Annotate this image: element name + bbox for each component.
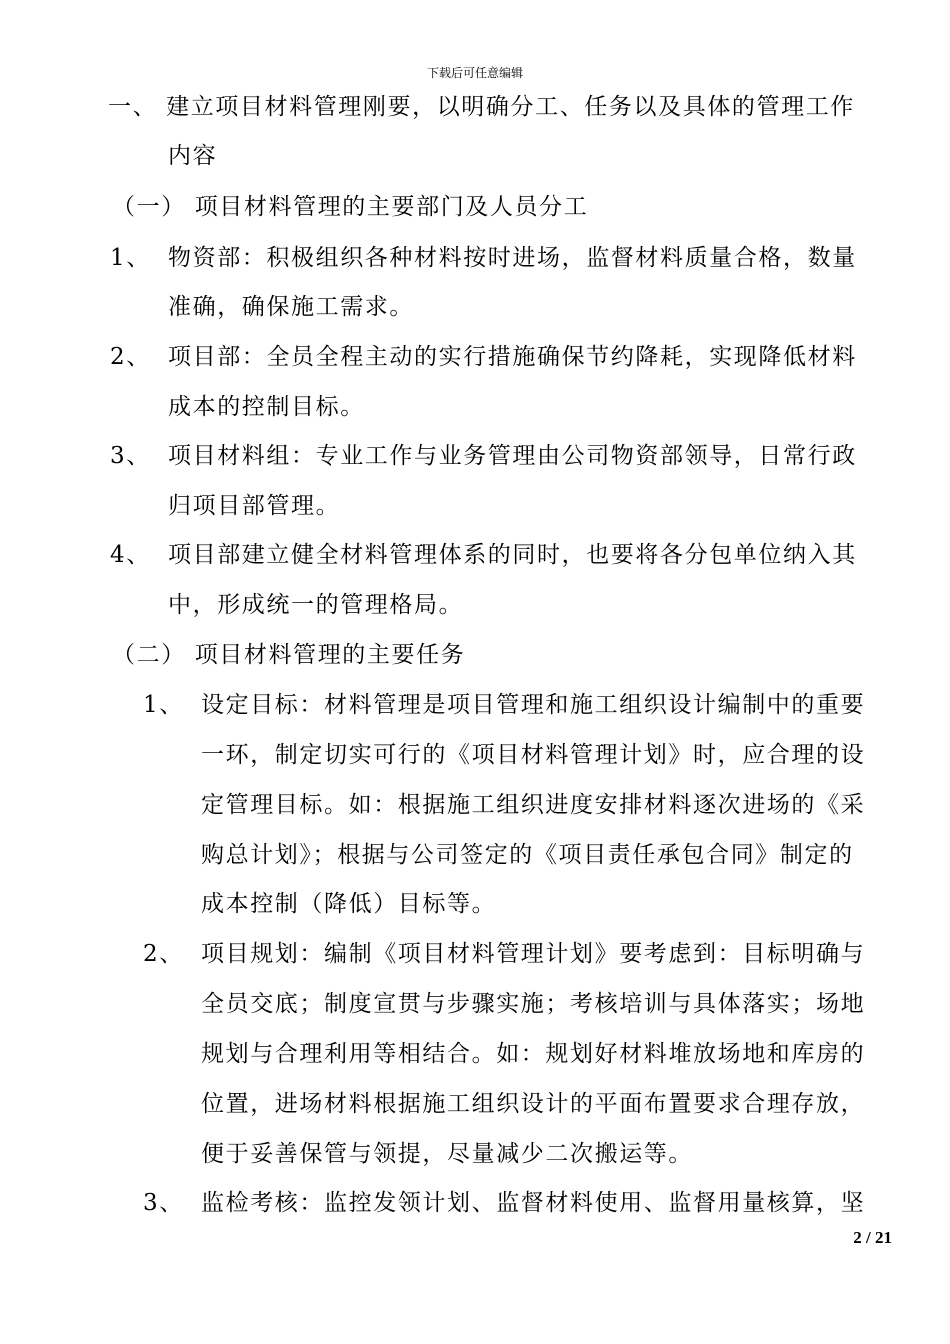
item-number: 3、 bbox=[143, 1190, 184, 1216]
paragraph-line: 便于妥善保管与领提，尽量减少二次搬运等。 bbox=[201, 1141, 693, 1167]
paragraph-line: 一环，制定切实可行的《项目材料管理计划》时，应合理的设 bbox=[201, 742, 866, 768]
item-number: 2、 bbox=[110, 344, 151, 370]
paragraph-line: 设定目标：材料管理是项目管理和施工组织设计编制中的重要 bbox=[201, 692, 866, 718]
item-number: 4、 bbox=[110, 542, 151, 568]
paragraph-line: 成本控制（降低）目标等。 bbox=[201, 891, 497, 917]
paragraph-line: 成本的控制目标。 bbox=[168, 394, 365, 420]
paragraph-line: 定管理目标。如：根据施工组织进度安排材料逐次进场的《采 bbox=[201, 792, 866, 818]
subheading-1: （一） 项目材料管理的主要部门及人员分工 bbox=[112, 194, 589, 220]
page-number: 2 / 21 bbox=[853, 1228, 892, 1247]
page-header: 下载后可任意编辑 bbox=[426, 66, 523, 80]
item-number: 2、 bbox=[143, 941, 184, 967]
paragraph-line: 监检考核：监控发领计划、监督材料使用、监督用量核算，坚 bbox=[201, 1190, 866, 1216]
paragraph-line: 规划与合理利用等相结合。如：规划好材料堆放场地和库房的 bbox=[201, 1041, 866, 1067]
item-number: 1、 bbox=[110, 245, 151, 271]
paragraph-line: 购总计划》；根据与公司签定的《项目责任承包合同》制定的 bbox=[201, 842, 854, 868]
paragraph-line: 中，形成统一的管理格局。 bbox=[168, 592, 464, 618]
paragraph-line: 准确，确保施工需求。 bbox=[168, 294, 414, 320]
item-number: 3、 bbox=[110, 443, 151, 469]
item-number: 1、 bbox=[143, 692, 184, 718]
paragraph-line: 项目材料组：专业工作与业务管理由公司物资部领导，日常行政 bbox=[168, 443, 857, 469]
paragraph-line: 项目部建立健全材料管理体系的同时，也要将各分包单位纳入其 bbox=[168, 542, 857, 568]
heading-1-cont: 内容 bbox=[168, 143, 218, 169]
paragraph-line: 项目规划：编制《项目材料管理计划》要考虑到：目标明确与 bbox=[201, 941, 866, 967]
paragraph-line: 位置，进场材料根据施工组织设计的平面布置要求合理存放， bbox=[201, 1091, 866, 1117]
paragraph-line: 物资部：积极组织各种材料按时进场，监督材料质量合格，数量 bbox=[168, 245, 857, 271]
heading-1: 一、 建立项目材料管理刚要，以明确分工、任务以及具体的管理工作 bbox=[108, 94, 855, 120]
paragraph-line: 项目部：全员全程主动的实行措施确保节约降耗，实现降低材料 bbox=[168, 344, 857, 370]
subheading-2: （二） 项目材料管理的主要任务 bbox=[112, 642, 466, 668]
paragraph-line: 全员交底；制度宣贯与步骤实施；考核培训与具体落实；场地 bbox=[201, 991, 866, 1017]
paragraph-line: 归项目部管理。 bbox=[168, 493, 341, 519]
